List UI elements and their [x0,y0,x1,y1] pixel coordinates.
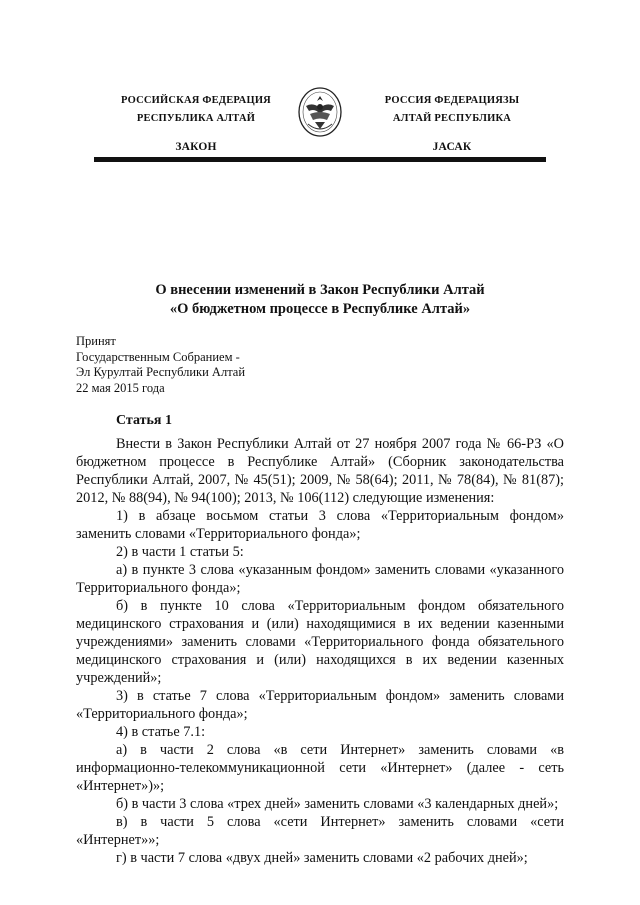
document-title [60,281,580,319]
header-left-line-1: РОССИЙСКАЯ ФЕДЕРАЦИЯ [121,95,271,106]
adopted-date: 22 мая 2015 года [76,380,165,395]
header-right [352,92,552,156]
adopted-line-2: Государственным Собранием - [76,349,240,364]
header-left-law: ЗАКОН [175,141,217,153]
article-body [76,435,564,867]
article-paragraph: 3) в статье 7 слова «Территориальным фондом» заменить словами «Территориального фонда»; [76,688,564,722]
title-line-1: О внесении изменений в Закон Республики Алтай [155,282,485,298]
adoption-block [76,334,245,396]
title-line-2: «О бюджетном процессе в Республике Алтай» [169,301,471,317]
article-paragraph: г) в части 7 слова «двух дней» заменить словами «2 рабочих дней»; [116,850,528,866]
header-left-line-2: РЕСПУБЛИКА АЛТАЙ [136,113,256,124]
article-paragraph: б) в пункте 10 слова «Территориальным фондом обязательного медицинского страхования и (или) находящимися в их ведении казенными учреждениями» заменить словами «Территориального фонда обязательного медицинского страхования и (или) находящихся в их ведении казенных учреждений»; [76,598,564,686]
article-paragraph: 2) в части 1 статьи 5: [116,544,244,560]
header-divider [94,157,546,162]
article-paragraph: б) в части 3 слова «трех дней» заменить словами «3 календарных дней»; [116,796,559,812]
header-right-line-1: РОССИЯ ФЕДЕРАЦИЯЗЫ [384,95,520,106]
article-title: Статья 1 [116,413,172,428]
article-paragraph: 4) в статье 7.1: [116,724,206,740]
adopted-line-1: Принят [76,334,116,348]
header-right-line-2: АЛТАЙ РЕСПУБЛИКА [392,113,512,124]
article-paragraph: 1) в абзаце восьмом статьи 3 слова «Территориальным фондом» заменить словами «Территориального фонда»; [76,508,564,542]
coat-of-arms-icon [296,84,344,138]
article-paragraph: Внести в Закон Республики Алтай от 27 ноября 2007 года № 66-РЗ «О бюджетном процессе в Республике Алтай» (Сборник законодательства Республики Алтай, 2007, № 45(51); 2009, № 58(64); 2011, № 78(84), № 81(87); 2012, № 88(94), № 94(100); 2013, № 106(112) следующие изменения: [76,436,564,506]
article-paragraph: в) в части 5 слова «сети Интернет» заменить словами «сети «Интернет»»; [76,814,564,848]
article-paragraph: а) в части 2 слова «в сети Интернет» заменить словами «в информационно-телекоммуникационной сети «Интернет» (далее - сеть «Интернет»)»; [76,742,564,794]
adopted-line-3: Эл Курултай Республики Алтай [76,365,246,379]
article-paragraph: а) в пункте 3 слова «указанным фондом» заменить словами «указанного Территориального фонда»; [76,562,564,596]
header-right-law: JАСАК [432,141,472,153]
header-left [96,92,296,156]
